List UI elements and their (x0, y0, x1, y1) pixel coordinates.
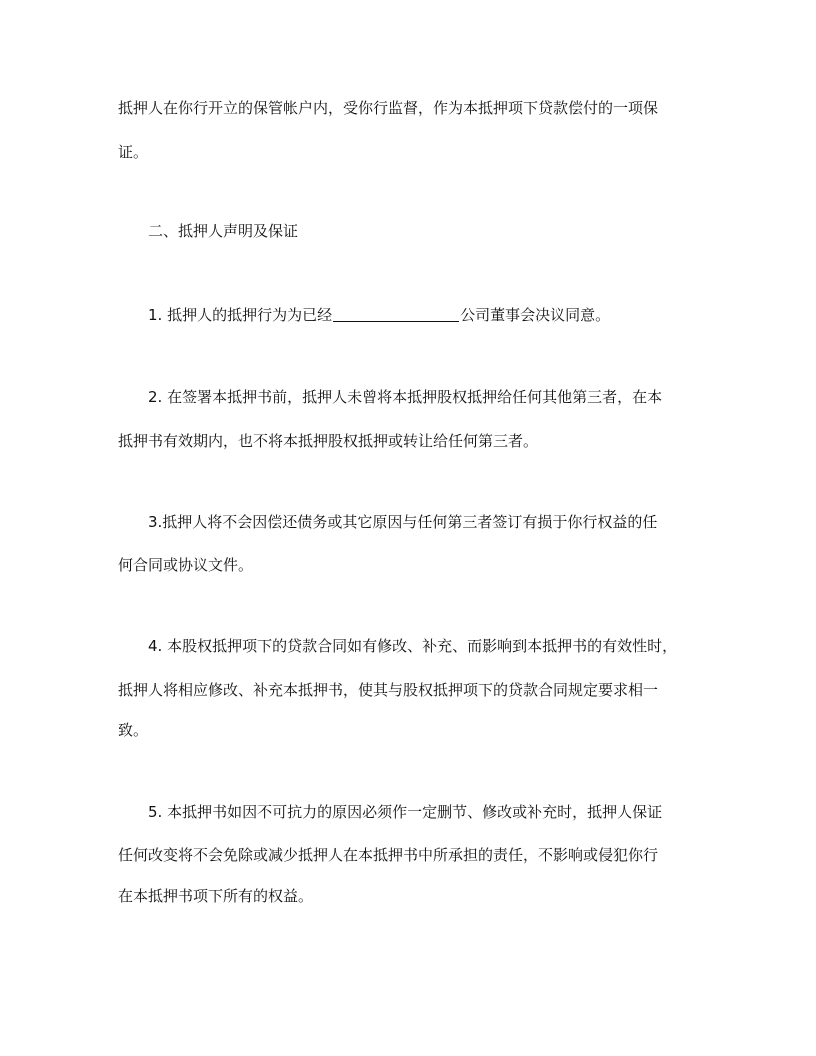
clause-4-line-3: 致。 (118, 721, 149, 739)
clause-1-text-before: 1. 抵押人的抵押行为为已经 (148, 306, 333, 324)
clause-1-text-after: 公司董事会决议同意。 (460, 306, 611, 324)
clause-1 (148, 305, 610, 325)
section-heading: 二、抵押人声明及保证 (148, 222, 299, 240)
clause-5-line-3: 在本抵押书项下所有的权益。 (118, 887, 314, 905)
clause-5-line-1: 5. 本抵押书如因不可抗力的原因必须作一定删节、修改或补充时，抵押人保证 (148, 803, 663, 821)
clause-2-line-1: 2. 在签署本抵押书前，抵押人未曾将本抵押股权抵押给任何其他第三者，在本 (148, 388, 663, 406)
clause-4-line-1: 4. 本股权抵押项下的贷款合同如有修改、补充、而影响到本抵押书的有效性时， (148, 637, 678, 655)
clause-3-line-2: 何合同或协议文件。 (118, 556, 254, 574)
intro-paragraph-line-1: 抵押人在你行开立的保管帐户内，受你行监督，作为本抵押项下贷款偿付的一项保 (118, 99, 659, 117)
clause-2-line-2: 抵押书有效期内，也不将本抵押股权抵押或转让给任何第三者。 (118, 432, 539, 450)
company-name-blank (333, 306, 459, 322)
clause-5-line-2: 任何改变将不会免除或减少抵押人在本抵押书中所承担的责任，不影响或侵犯你行 (118, 846, 659, 864)
clause-3-line-1: 3.抵押人将不会因偿还债务或其它原因与任何第三者签订有损于你行权益的任 (148, 513, 658, 531)
intro-paragraph-line-2: 证。 (118, 143, 149, 161)
clause-4-line-2: 抵押人将相应修改、补充本抵押书，使其与股权抵押项下的贷款合同规定要求相一 (118, 681, 659, 699)
